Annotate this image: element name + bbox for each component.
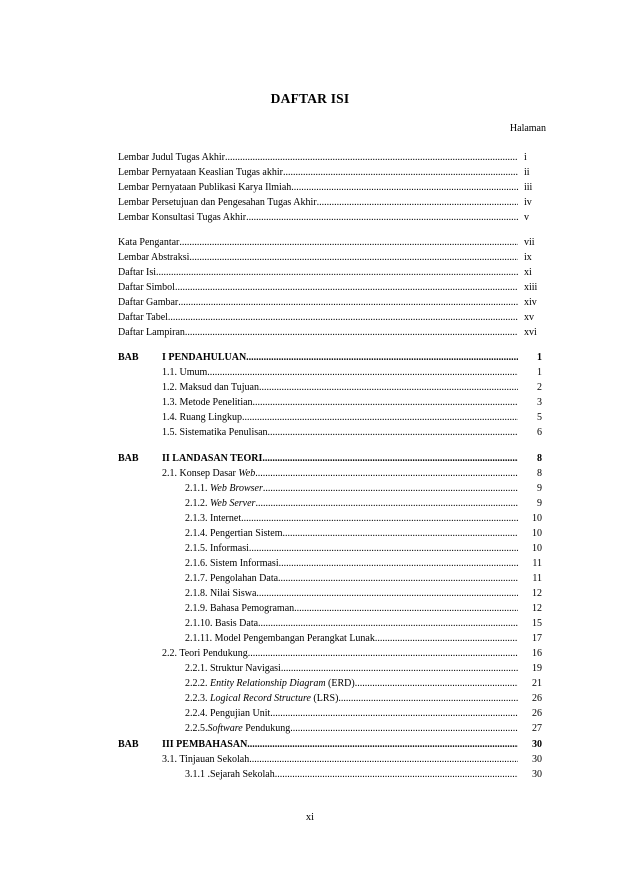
dot-leader (262, 452, 518, 466)
toc-entry-label: 1.2. Maksud dan Tujuan (162, 382, 259, 393)
toc-entry[interactable] (185, 707, 518, 721)
toc-entry[interactable] (162, 467, 518, 481)
toc-entry[interactable] (185, 677, 518, 691)
toc-entry[interactable] (118, 266, 518, 280)
toc-page-number: 17 (532, 633, 542, 644)
dot-leader (247, 738, 518, 752)
toc-entry-label: Lembar Persetujuan dan Pengesahan Tugas Akhir (118, 197, 317, 208)
dot-leader (168, 311, 518, 325)
dot-leader (156, 266, 518, 280)
toc-entry-label: 2.1. Konsep Dasar Web (162, 468, 256, 479)
toc-page-number: 3 (537, 397, 542, 408)
dot-leader (207, 366, 518, 380)
dot-leader (225, 151, 518, 165)
toc-page-number: xiv (524, 297, 537, 308)
toc-page-number: 30 (532, 754, 542, 765)
toc-page-number: 1 (537, 367, 542, 378)
toc-entry-label: Lembar Pernyataan Publikasi Karya Ilmiah (118, 182, 292, 193)
toc-entry[interactable] (118, 151, 518, 165)
toc-page-number: xiii (524, 282, 538, 293)
toc-page-number: 16 (532, 648, 542, 659)
toc-entry[interactable] (118, 236, 518, 250)
dot-leader (175, 281, 518, 295)
toc-entry[interactable] (185, 617, 518, 631)
toc-entry-label: Kata Pengantar (118, 237, 180, 248)
toc-entry-label: Daftar Simbol (118, 282, 175, 293)
page-title: DAFTAR ISI (270, 91, 350, 106)
dot-leader (283, 166, 518, 180)
toc-page-number: 12 (532, 588, 542, 599)
toc-entry-label: 2.1.2. Web Server (185, 498, 256, 509)
dot-leader (189, 251, 518, 265)
toc-entry-label: 2.1.4. Pengertian Sistem (185, 528, 283, 539)
toc-page-number: xi (524, 267, 532, 278)
dot-leader (375, 632, 518, 646)
dot-leader (290, 722, 518, 736)
toc-page-number: v (524, 212, 529, 223)
toc-chapter-entry[interactable] (162, 351, 518, 365)
toc-page-number: 10 (532, 513, 542, 524)
toc-entry-label: III PEMBAHASAN (162, 739, 248, 750)
toc-page-number: 30 (532, 769, 542, 780)
dot-leader (275, 768, 518, 782)
toc-entry[interactable] (162, 396, 518, 410)
toc-page-number: 8 (537, 468, 542, 479)
toc-entry-label: 3.1. Tinjauan Sekolah (162, 754, 250, 765)
toc-entry-label: 2.1.9. Bahasa Pemograman (185, 603, 295, 614)
toc-entry-label: Daftar Tabel (118, 312, 168, 323)
dot-leader (263, 482, 518, 496)
toc-page-number: 9 (537, 498, 542, 509)
toc-entry[interactable] (185, 632, 518, 646)
dot-leader (258, 617, 518, 631)
dot-leader (241, 512, 518, 526)
toc-entry[interactable] (162, 411, 518, 425)
toc-chapter-entry[interactable] (162, 452, 518, 466)
toc-page-number: 12 (532, 603, 542, 614)
toc-entry[interactable] (162, 381, 518, 395)
dot-leader (268, 426, 518, 440)
dot-leader (246, 351, 518, 365)
dot-leader (179, 236, 518, 250)
toc-entry[interactable] (118, 251, 518, 265)
toc-entry[interactable] (185, 557, 518, 571)
toc-page-number: 11 (532, 573, 542, 584)
toc-chapter-entry[interactable] (162, 738, 518, 752)
toc-entry[interactable] (185, 497, 518, 511)
toc-entry-label: 2.2.4. Pengujian Unit (185, 708, 271, 719)
toc-entry-label: 2.2.2. Entity Relationship Diagram (ERD) (185, 678, 355, 689)
dot-leader (253, 396, 518, 410)
chapter-bab-label: BAB (118, 739, 139, 750)
toc-entry-label: 2.1.7. Pengolahan Data (185, 573, 279, 584)
dot-leader (255, 497, 518, 511)
toc-entry-label: 2.1.8. Nilai Siswa (185, 588, 257, 599)
toc-entry[interactable] (162, 366, 518, 380)
toc-entry[interactable] (185, 572, 518, 586)
toc-page-number: 30 (532, 739, 542, 750)
toc-entry-label: 3.1.1 .Sejarah Sekolah (185, 769, 275, 780)
toc-entry-label: 2.2.3. Logical Record Structure (LRS) (185, 693, 339, 704)
toc-page-number: 2 (537, 382, 542, 393)
dot-leader (246, 211, 518, 225)
footer-page-number: xi (305, 812, 315, 823)
dot-leader (249, 753, 518, 767)
toc-entry[interactable] (118, 166, 518, 180)
toc-entry-label: 2.1.3. Internet (185, 513, 242, 524)
toc-entry-label: Daftar Gambar (118, 297, 179, 308)
toc-page-number: 21 (532, 678, 542, 689)
toc-entry-label: 2.2.1. Struktur Navigasi (185, 663, 281, 674)
toc-entry[interactable] (185, 512, 518, 526)
toc-page-number: 6 (537, 427, 542, 438)
dot-leader (248, 647, 518, 661)
toc-entry[interactable] (185, 722, 518, 736)
toc-page-number: iii (524, 182, 533, 193)
toc-entry[interactable] (185, 692, 518, 706)
toc-entry[interactable] (118, 196, 518, 210)
toc-page-number: 5 (537, 412, 542, 423)
toc-entry[interactable] (118, 281, 518, 295)
toc-page-number: iv (524, 197, 532, 208)
toc-entry[interactable] (118, 311, 518, 325)
toc-entry-label: 2.2.5.Software Pendukung (185, 723, 291, 734)
toc-page-number: ii (524, 167, 530, 178)
toc-page-number: 26 (532, 693, 542, 704)
dot-leader (355, 677, 518, 691)
toc-entry-label: 1.5. Sistematika Penulisan (162, 427, 268, 438)
dot-leader (178, 296, 518, 310)
toc-entry[interactable] (118, 211, 518, 225)
toc-entry[interactable] (118, 296, 518, 310)
toc-entry[interactable] (185, 602, 518, 616)
toc-entry[interactable] (185, 482, 518, 496)
dot-leader (294, 602, 518, 616)
toc-entry-label: 1.3. Metode Penelitian (162, 397, 253, 408)
toc-page-number: xv (524, 312, 534, 323)
toc-entry-label: Lembar Pernyataan Keaslian Tugas akhir (118, 167, 283, 178)
toc-entry-label: II LANDASAN TEORI (162, 453, 263, 464)
toc-entry-label: I PENDAHULUAN (162, 352, 247, 363)
toc-entry[interactable] (185, 662, 518, 676)
toc-page-number: 11 (532, 558, 542, 569)
toc-page-number: 10 (532, 528, 542, 539)
dot-leader (259, 381, 518, 395)
toc-entry-label: Daftar Isi (118, 267, 157, 278)
toc-entry-label: Lembar Judul Tugas Akhir (118, 152, 225, 163)
dot-leader (255, 467, 518, 481)
toc-page-number: 8 (537, 453, 542, 464)
chapter-bab-label: BAB (118, 352, 139, 363)
toc-entry-label: Daftar Lampiran (118, 327, 185, 338)
toc-page-number: i (524, 152, 527, 163)
toc-entry[interactable] (185, 587, 518, 601)
toc-entry[interactable] (162, 426, 518, 440)
toc-entry[interactable] (162, 753, 518, 767)
toc-entry-label: 2.1.6. Sistem Informasi (185, 558, 279, 569)
toc-entry-label: 2.1.5. Informasi (185, 543, 249, 554)
toc-entry[interactable] (185, 527, 518, 541)
dot-leader (185, 326, 518, 340)
toc-entry-label: Lembar Abstraksi (118, 252, 190, 263)
toc-entry[interactable] (185, 768, 518, 782)
toc-entry[interactable] (118, 326, 518, 340)
dot-leader (256, 587, 518, 601)
toc-entry-label: 1.4. Ruang Lingkup (162, 412, 242, 423)
toc-page-number: 19 (532, 663, 542, 674)
toc-page-number: 27 (532, 723, 542, 734)
dot-leader (283, 527, 519, 541)
toc-page-number: vii (524, 237, 535, 248)
page-column-header: Halaman (509, 123, 546, 134)
toc-entry-label: 2.1.1. Web Browser (185, 483, 263, 494)
toc-page-number: 1 (537, 352, 542, 363)
dot-leader (317, 196, 518, 210)
toc-page-number: 10 (532, 543, 542, 554)
dot-leader (249, 542, 518, 556)
dot-leader (291, 181, 518, 195)
toc-page-number: xvi (524, 327, 537, 338)
dot-leader (270, 707, 518, 721)
toc-entry-label: 2.2. Teori Pendukung (162, 648, 248, 659)
toc-page-number: 9 (537, 483, 542, 494)
toc-page-number: 15 (532, 618, 542, 629)
toc-entry-label: 1.1. Umum (162, 367, 208, 378)
toc-entry[interactable] (162, 647, 518, 661)
toc-page-number: 26 (532, 708, 542, 719)
dot-leader (242, 411, 518, 425)
dot-leader (278, 572, 518, 586)
toc-page-number: ix (524, 252, 532, 263)
dot-leader (338, 692, 518, 706)
toc-entry-label: Lembar Konsultasi Tugas Akhir (118, 212, 247, 223)
toc-entry[interactable] (185, 542, 518, 556)
dot-leader (279, 557, 518, 571)
toc-entry[interactable] (118, 181, 518, 195)
dot-leader (281, 662, 518, 676)
chapter-bab-label: BAB (118, 453, 139, 464)
toc-entry-label: 2.1.10. Basis Data (185, 618, 259, 629)
toc-entry-label: 2.1.11. Model Pengembangan Perangkat Lunak (185, 633, 375, 644)
